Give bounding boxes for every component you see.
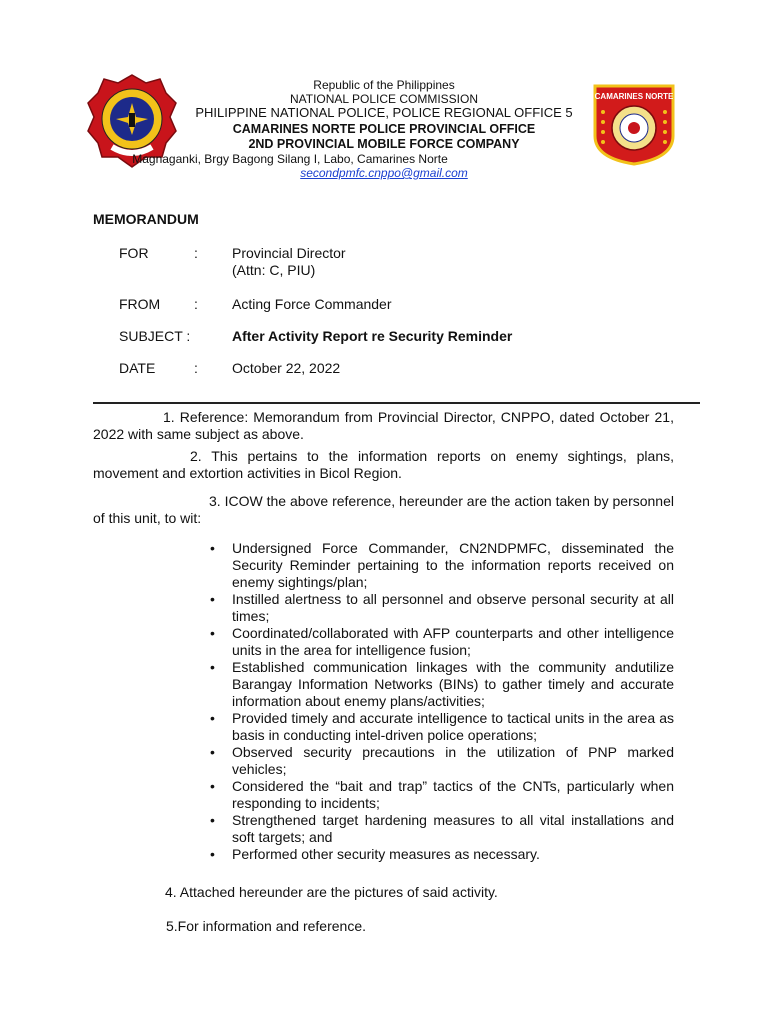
paragraph-1: 1. Reference: Memorandum from Provincial Director, CNPPO, dated October 21, 2022 with same subject as above.: [93, 409, 674, 442]
bullet-icon: •: [210, 744, 215, 760]
for-attn: (Attn: C, PIU): [232, 262, 316, 278]
for-value: Provincial Director: [232, 245, 346, 261]
header-pnp: PHILIPPINE NATIONAL POLICE, POLICE REGIONAL OFFICE 5: [195, 105, 573, 120]
header-cnppo: CAMARINES NORTE POLICE PROVINCIAL OFFICE: [232, 122, 536, 136]
header-republic: Republic of the Philippines: [313, 78, 455, 92]
bullet-icon: •: [210, 710, 215, 726]
bullet-icon: •: [210, 625, 215, 641]
paragraph-4: 4. Attached hereunder are the pictures of said activity.: [165, 884, 498, 900]
list-item: • Provided timely and accurate intelligence to tactical units in the area as basis in conducting intel-driven police operations;: [210, 710, 674, 743]
bullet-icon: •: [210, 812, 215, 828]
header-divider: [93, 402, 700, 404]
for-colon: :: [194, 245, 198, 261]
from-colon: :: [194, 296, 198, 312]
for-label: FOR: [119, 245, 149, 261]
list-item: • Established communication linkages with the community andutilize Barangay Information Networks (BINs) to gather timely and accurate information about enemy plans/activities;: [210, 659, 674, 709]
bullet-icon: •: [210, 846, 215, 862]
list-item: • Coordinated/collaborated with AFP counterparts and other intelligence units in the area for intelligence fusion;: [210, 625, 674, 658]
from-value: Acting Force Commander: [232, 296, 392, 312]
action-list: [200, 540, 674, 863]
bullet-icon: •: [210, 591, 215, 607]
list-item: • Performed other security measures as necessary.: [210, 846, 540, 862]
date-value: October 22, 2022: [232, 360, 341, 376]
paragraph-5: 5.For information and reference.: [166, 918, 366, 934]
subject-label: SUBJECT :: [119, 328, 191, 344]
bullet-icon: •: [210, 778, 215, 794]
email-link[interactable]: secondpmfc.cnppo@gmail.com: [300, 166, 468, 180]
list-item: • Strengthened target hardening measures to all vital installations and soft targets; and: [210, 812, 674, 845]
subject-value: After Activity Report re Security Reminder: [232, 328, 513, 344]
header-napolcom: NATIONAL POLICE COMMISSION: [289, 92, 479, 106]
memo-title: MEMORANDUM: [93, 211, 199, 227]
list-item: • Observed security precautions in the utilization of PNP marked vehicles;: [210, 744, 674, 777]
paragraph-3: 3. ICOW the above reference, hereunder are the action taken by personnel of this unit, to wit:: [93, 493, 674, 526]
list-item: • Instilled alertness to all personnel and observe personal security at all times;: [210, 591, 674, 624]
paragraph-2: 2. This pertains to the information reports on enemy sightings, plans, movement and extortion activities in Bicol Region.: [93, 448, 674, 481]
date-label: DATE: [119, 360, 156, 376]
list-item: • Considered the “bait and trap” tactics of the CNTs, particularly when responding to incidents;: [210, 778, 674, 811]
header-2pmfc: 2ND PROVINCIAL MOBILE FORCE COMPANY: [248, 137, 520, 151]
from-label: FROM: [119, 296, 161, 312]
header-address: Magnaganki, Brgy Bagong Silang I, Labo, Camarines Norte: [132, 152, 448, 166]
list-item: • Undersigned Force Commander, CN2NDPMFC, disseminated the Security Reminder pertaining to the information reports received on enemy sightings/plan;: [210, 540, 674, 590]
bullet-icon: •: [210, 659, 215, 675]
svg-text:CAMARINES NORTE: CAMARINES NORTE: [594, 92, 674, 101]
date-colon: :: [194, 360, 198, 376]
bullet-icon: •: [210, 540, 215, 556]
